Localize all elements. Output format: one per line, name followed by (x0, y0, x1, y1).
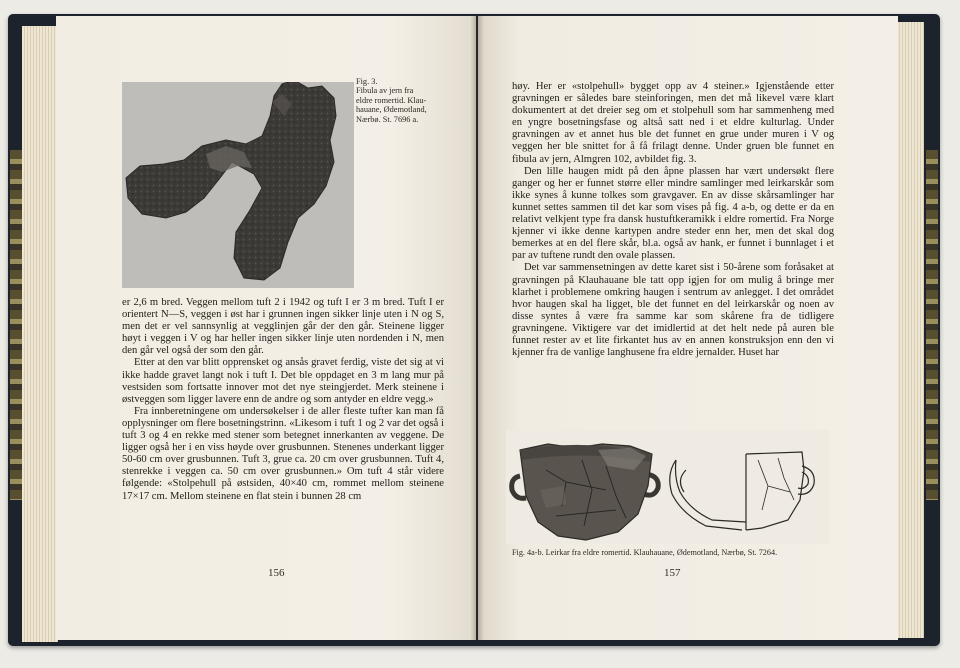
paragraph: Den lille haugen midt på den åpne plassen har vært undersøkt flere ganger og her er funnet større eller mindre samlinger med leirkarskår som ikke synes å kunne tolkes som gravgaver. En av disse skårsamlinger har kunnet settes sammen til det kar som vises på fig. 4 a-b, og dette er da en relativt velkjent type fra dansk hustuftkeramikk i eldre romertid. Fra Norge kjenner vi ikke denne kartypen andre steder enn her, men det skal dog bemerkes at en del flere skår, bl.a. også av hank, er funnet i bunnlaget i et par av tuftene rundt den ovale plassen. (512, 165, 834, 262)
fibula-illustration (122, 82, 354, 288)
figure-3-caption-line: Nærbø. St. 7696 a. (356, 114, 419, 124)
figure-3-caption-line: Fibula av jern fra (356, 86, 414, 96)
cover-edge-left (10, 150, 22, 500)
cover-edge-right (926, 150, 938, 500)
page-number-right: 157 (664, 567, 681, 579)
paragraph: Det var sammensetningen av dette karet sist i 50-årene som foråsaket at gravningen på Klauhauane ble tatt opp igjen for om mulig å bringe mer klarhet i problemene omkring haugen i sentrum av anlegget. I det området hvor haugen skal ha ligget, ble det funnet en del leirkarskår og noen av disse syntes å være fra samme kar som skårene fra de tidligere gravningene. Viktigere var det imidlertid at det helt nede på auren ble funnet rester av et lite firkantet hus av en annen konstruksjon enn den vi kjenner fra de vanlige langhusene fra eldre jernalder. Huset har (512, 262, 834, 359)
pottery-figure (506, 430, 830, 544)
vessel-photo (512, 444, 659, 540)
page-stack-left (22, 26, 58, 642)
fibula-photo (122, 82, 354, 288)
right-page-body (512, 81, 834, 359)
paragraph: er 2,6 m bred. Veggen mellom tuft 2 i 1942 og tuft I er 3 m bred. Tuft I er orientert N—S, veggen i øst har i grunnen ingen sikker linje uten i N og S, men det er vel sannsynlig at vegglinjen går der den går. Steinene ligger høyt i veggen i V og har heller ingen sikker linje uten nordenden i N, men den går vel også der som den går. (122, 297, 444, 357)
vessel-profile-drawing (670, 452, 815, 530)
paragraph: høy. Her er «stolpehull» bygget opp av 4 steiner.» Igjenstående etter gravningen er således bare steinforingen, men det må likevel være klart dokumentert at det dreier seg om et stolpehull som har sammenheng med en yngre bosetningsfase og altså satt ned i et eldre kulturlag. Under gravningen av et annet hus ble det funnet en grue under muren i V og veggen her ble snittet for å få frilagt denne. Under gruen ble funnet en fibula av jern, Almgren 102, avbildet fig. 3. (512, 81, 834, 165)
figure-3-caption-line: Fig. 3. (356, 77, 378, 86)
figure-3-caption-line: hauane, Ødemotland, (356, 105, 427, 115)
page-stack-right (894, 22, 924, 638)
book-gutter (470, 16, 484, 640)
left-page-body (122, 297, 444, 503)
pottery-illustration (506, 430, 830, 544)
figure-4-caption: Fig. 4a-b. Leirkar fra eldre romertid. Klauhauane, Ødemotland, Nærbø, St. 7264. (512, 548, 778, 557)
figure-3-caption (356, 77, 440, 124)
paragraph: Etter at den var blitt opprensket og ansås gravet ferdig, viste det sig at vi ikke hadde gravet langt nok i tuft I. Det ble oppdaget en 3 m lang mur på vestsiden som fortsatte innover mot det nye steingjerdet. Merk steinene i østveggen som ligger lavere enn de andre og som antyder en eldre vegg.» (122, 357, 444, 405)
figure-3-caption-line: eldre romertid. Klau- (356, 95, 427, 105)
page-number-left: 156 (268, 567, 285, 579)
paragraph: Fra innberetningene om undersøkelser i de aller fleste tufter kan man få opplysninger om flere bosetningstrinn. «Likesom i tuft 1 og 2 var det også i tuft 3 og 4 en rekke med stener som betegnet innerkanten av veggene. De ligger også her i en viss høyde over grusbunnen. Stenenes underkant ligger 50-60 cm over grusbunnen. Tuft 3, grue ca. 20 cm over grusbunnen. Tuft 4, stenrekke i veggen ca. 50 cm over grusbunnen.» Om tuft 4 står videre følgende: «Stolpehull på østsiden, 40×40 cm, rommet mellom steinene 17×17 cm. Mellom steinene en flat stein i bunnen 28 cm (122, 405, 444, 502)
